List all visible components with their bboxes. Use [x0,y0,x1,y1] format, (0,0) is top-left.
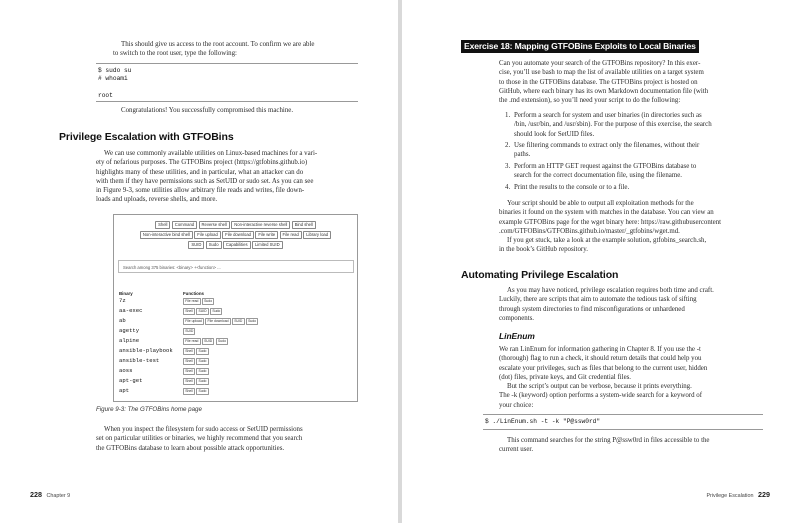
text-line: But the script’s output can be verbose, because it prints everything. [507,383,692,391]
function-tag[interactable]: Shell [183,368,195,375]
section-paragraph [96,149,371,205]
text-line: through system directories to find misconfigurations or unhardened [499,305,685,313]
binary-search-input[interactable]: Search among 375 binaries: <binary> +<function> ... [118,260,354,273]
table-row [119,387,319,395]
text-line: Can you automate your search of the GTFOBins repository? In this exer- [499,60,701,67]
filter-command-button[interactable]: Command [172,221,197,229]
code-block [98,67,298,101]
table-row [119,297,319,305]
code-rule-bottom [96,101,358,102]
table-row [119,317,319,325]
code-line [98,84,298,92]
text-line: When you inspect the filesystem for sudo access or SetUID permissions [104,426,303,433]
binary-link[interactable]: ansible-playbook [119,347,173,354]
table-row [119,347,319,355]
function-tag[interactable]: File read [183,338,201,345]
code-rule-top [96,63,358,64]
page-folio-right [706,490,770,499]
text-line: in Figure 9-3, some utilities allow arbitrary file reads and writes, file down- [96,187,305,195]
congrats-text: Congratulations! You successfully compromised this machine. [121,107,294,114]
filter-file-read-button[interactable]: File read [280,231,302,239]
binary-link[interactable]: apt-get [119,377,143,384]
function-tag[interactable]: Sudo [246,318,258,325]
left-page [0,0,398,523]
text-line: should look for SetUID files. [514,130,595,138]
text-line: search for the correct documentation file, using the filename. [514,172,682,180]
binary-link[interactable]: agetty [119,327,140,334]
function-tag[interactable]: SUID [183,328,195,335]
filter-reverse-shell-button[interactable]: Reverse shell [199,221,230,229]
filter-shell-button[interactable]: Shell [155,221,170,229]
text-line: binaries it found on the system with matches in the database. You can view an [499,209,714,217]
list-number: 3. [505,163,511,170]
final-paragraph [499,436,779,455]
list-item [505,183,775,193]
linenum-paragraph [499,345,784,410]
binary-link[interactable]: 7z [119,297,126,304]
function-tag[interactable]: File upload [183,318,204,325]
text-line: your choice: [499,401,534,409]
function-tag[interactable]: File download [205,318,230,325]
section-heading: Privilege Escalation with GTFOBins [59,131,234,143]
binary-link[interactable]: aoss [119,367,133,374]
chapter-label: Chapter 9 [46,493,71,499]
function-tag[interactable]: Sudo [196,348,208,355]
text-line: cise, you’ll use bash to map the list of available utilities on a target system [499,69,704,77]
binary-link[interactable]: ansible-test [119,357,160,364]
list-number: 2. [505,142,511,149]
function-tag[interactable]: Sudo [196,388,208,395]
page-number: 229 [758,490,770,499]
function-tag[interactable]: SUID [202,338,214,345]
code-rule-bottom [483,429,763,430]
filter-noninteractive-reverse-shell-button[interactable]: Non-interactive reverse shell [231,221,290,229]
filter-capabilities-button[interactable]: Capabilities [223,241,251,249]
function-tag[interactable]: Shell [183,378,195,385]
text-line: Use filtering commands to extract only the filenames, without their [514,142,700,149]
text-line: (thorough) flag to run a check, it should return details that could help you [499,355,702,363]
text-line: the .md extension), so you’ll need your script to do the following: [499,97,681,105]
text-line: This should give us access to the root account. To confirm we are able [121,41,315,48]
text-line: escalate your privileges, such as files that belong to the current user, hidden [499,364,708,372]
filter-noninteractive-bind-shell-button[interactable]: Non-interactive bind shell [140,231,193,239]
text-line: to those in the GTFOBins database. The GTFOBins project is hosted on [499,78,698,86]
text-line: This command searches for the string P@ssw0rd in files accessible to the [507,437,710,444]
table-row [119,367,319,375]
script-paragraph [499,199,779,255]
function-tag[interactable]: Shell [183,358,195,365]
text-line: with them if they have permissions such as SetUID or sudo set. As you can see [96,177,314,185]
filter-file-upload-button[interactable]: File upload [194,231,221,239]
text-line: Print the results to the console or to a file. [514,184,630,191]
filter-row-2 [114,231,357,239]
binary-link[interactable]: alpine [119,337,140,344]
text-line: Luckily, there are scripts that aim to automate the tedious task of sifting [499,296,697,304]
text-line: Perform an HTTP GET request against the GTFOBins database to [514,163,697,170]
function-tag[interactable]: SUID [196,308,208,315]
text-line: current user. [499,446,534,454]
text-line: the GTFOBins database to learn about possible attack opportunities. [96,444,285,452]
text-line: to switch to the root user, type the following: [113,50,237,58]
text-line: components. [499,314,535,322]
list-item [505,111,775,139]
function-tag[interactable]: Shell [183,388,195,395]
exercise-heading: Exercise 18: Mapping GTFOBins Exploits to Local Binaries [461,40,699,53]
closing-paragraph [96,425,371,453]
binary-link[interactable]: aa-exec [119,307,143,314]
filter-suid-button[interactable]: SUID [188,241,204,249]
section-label: Privilege Escalation [706,493,754,499]
text-line: The -k (keyword) option performs a system-wide search for a keyword of [499,392,703,400]
filter-library-load-button[interactable]: Library load [303,231,331,239]
binary-link[interactable]: ab [119,317,126,324]
table-row [119,337,319,345]
function-tag[interactable]: Sudo [210,308,222,315]
page-folio-left [30,490,70,499]
list-number: 1. [505,112,511,119]
filter-limited-suid-button[interactable]: Limited SUID [252,241,283,249]
text-line: .com/GTFOBins/GTFOBins.github.io/master/_gtfobins/wget.md. [499,227,680,235]
function-tag[interactable]: Shell [183,348,195,355]
list-number: 4. [505,184,511,191]
text-line: As you may have noticed, privilege escalation requires both time and craft. [507,287,714,294]
column-header-functions: Functions [183,291,204,296]
text-line: ety of nefarious purposes. The GTFOBins project (https://gtfobins.github.io) [96,159,308,167]
text-line: loads and uploads, reverse shells, and more. [96,196,218,204]
code-line: $ ./LinEnum.sh -t -k "P@ssw0rd" [485,418,601,425]
binary-link[interactable]: apt [119,387,130,394]
text-line: paths. [514,151,531,159]
filter-file-write-button[interactable]: File write [255,231,278,239]
figure-caption: Figure 9-3: The GTFOBins home page [96,406,202,413]
text-line: example GTFOBins page for the wget binary here: https://raw.githubusercontent [499,218,722,226]
section-heading: Automating Privilege Escalation [461,269,619,281]
table-row [119,307,319,315]
text-line: (dot) files, private keys, and Git credential files. [499,373,632,381]
text-line: Your script should be able to output all exploitation methods for the [507,200,694,207]
function-tag[interactable]: File read [183,298,201,305]
filter-bind-shell-button[interactable]: Bind shell [292,221,316,229]
function-tag[interactable]: Sudo [202,298,214,305]
code-line: $ sudo su [98,67,132,74]
right-page [402,0,800,523]
table-row [119,327,319,335]
text-line: If you get stuck, take a look at the example solution, gtfobins_search.sh, [507,237,707,245]
function-tag[interactable]: Sudo [216,338,228,345]
function-tag[interactable]: Sudo [196,378,208,385]
text-line: Perform a search for system and user binaries (in directories such as [514,112,702,119]
function-tag[interactable]: SUID [232,318,244,325]
text-line: highlights many of these utilities, and in particular, what an attacker can do [96,168,304,176]
automating-paragraph [499,286,779,323]
function-tag[interactable]: Sudo [196,358,208,365]
list-item [505,141,775,160]
text-line: We ran LinEnum for information gathering in Chapter 8. If you use the -t [499,346,701,353]
text-line: /bin, /usr/bin, and /usr/sbin). For the purpose of this exercise, the search [514,121,712,129]
text-line: set on particular utilities or binaries, we highly recommend that you search [96,435,303,443]
filter-file-download-button[interactable]: File download [222,231,254,239]
code-rule-top [483,414,763,415]
function-tag[interactable]: Shell [183,308,195,315]
table-row [119,377,319,385]
text-line: We can use commonly available utilities on Linux-based machines for a vari- [104,150,318,157]
code-line: # whoami [98,75,128,83]
text-line: in the book’s GitHub repository. [499,246,588,254]
subheading: LinEnum [499,331,535,341]
intro-paragraph [113,40,373,59]
code-line: root [98,92,113,100]
filter-sudo-button[interactable]: Sudo [206,241,222,249]
filter-row-1 [114,221,357,229]
figure-gtfobins-screenshot [113,214,358,402]
function-tag[interactable]: Sudo [196,368,208,375]
filter-row-3 [114,241,357,249]
page-number: 228 [30,490,42,499]
table-row [119,357,319,365]
text-line: GitHub, where each binary has its own Markdown documentation file (with [499,87,709,95]
column-header-binary: Binary [119,291,133,296]
exercise-paragraph [499,59,777,105]
list-item [505,162,775,181]
